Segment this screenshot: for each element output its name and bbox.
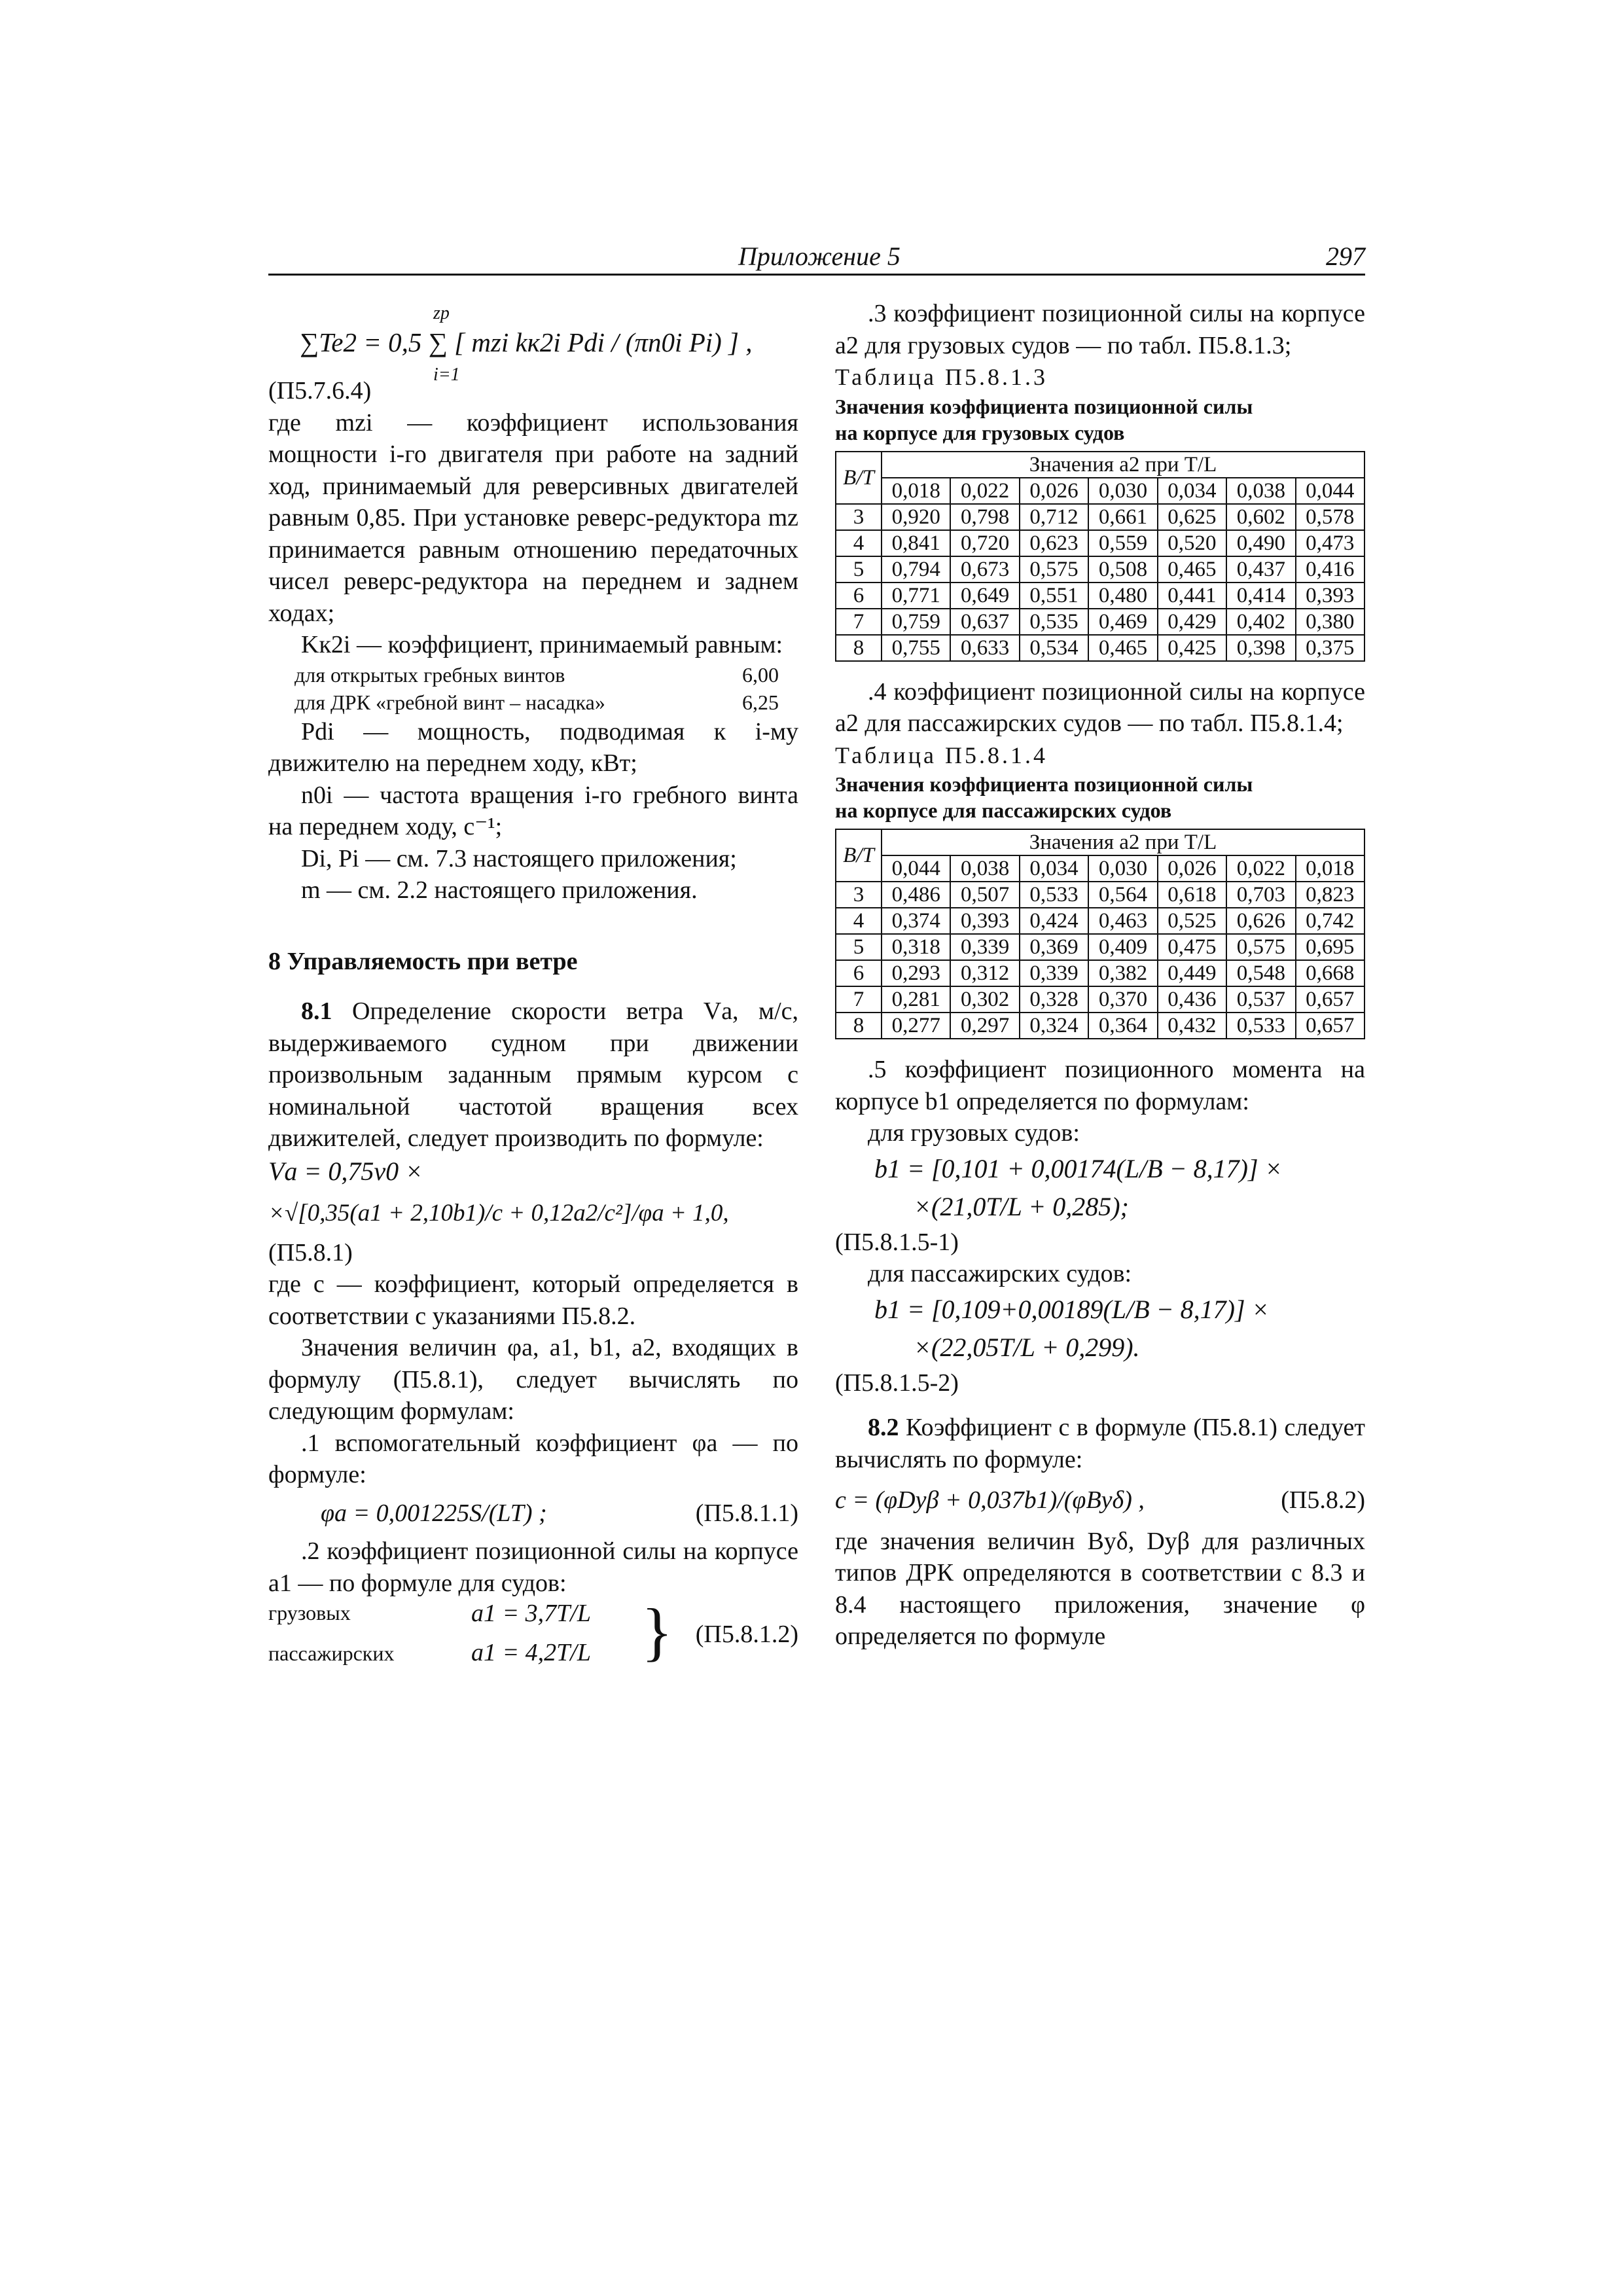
paragraph: n0i — частота вращения i-го гребного винта на переднем ходу, с⁻¹; — [268, 781, 798, 840]
sum-lower-limit: i=1 — [433, 365, 460, 385]
table-corner: B/T — [836, 452, 882, 504]
table-cell: 0,293 — [882, 960, 950, 986]
paragraph: Kк2i — коэффициент, принимаемый равным: — [301, 631, 783, 658]
equation-number: (П5.8.1.1) — [695, 1499, 798, 1527]
coefficient-label: для ДРК «гребной винт – насадка» — [294, 690, 605, 714]
table-cell: 0,473 — [1296, 530, 1364, 556]
table-col-header: 0,026 — [1158, 855, 1226, 882]
paragraph: Значения величин φа, a1, b1, a2, входящих в формулу (П5.8.1), следует вычислять по следующим формулам: — [268, 1334, 798, 1425]
table-cell: 0,432 — [1158, 1013, 1226, 1039]
table-cell: 0,449 — [1158, 960, 1226, 986]
table-title: на корпусе для грузовых судов — [835, 420, 1125, 444]
coefficient-label: для открытых гребных винтов — [294, 662, 565, 687]
table-cell: 0,633 — [950, 635, 1019, 661]
table-row — [836, 934, 1364, 960]
formula-line-2: ×(22,05T/L + 0,299). — [914, 1332, 1140, 1362]
table-cell: 0,465 — [1158, 556, 1226, 583]
section-heading: 8 Управляемость при ветре — [268, 947, 578, 975]
table-cell: 0,537 — [1226, 986, 1295, 1013]
formula-line-1: Vа = 0,75v0 × — [268, 1156, 423, 1186]
table-row-label: 8 — [836, 1013, 882, 1039]
formula-p581 — [268, 1155, 798, 1237]
table-row-label: 7 — [836, 609, 882, 635]
table-cell: 0,425 — [1158, 635, 1226, 661]
table-cell: 0,712 — [1020, 504, 1088, 530]
paragraph: .3 коэффициент позиционной силы на корпусе a2 для грузовых судов — по табл. П5.8.1.3; — [835, 300, 1365, 359]
table-cell: 0,668 — [1296, 960, 1364, 986]
equation-number: (П5.8.1.2) — [695, 1621, 798, 1648]
table-cell: 0,742 — [1296, 908, 1364, 934]
table-cell: 0,374 — [882, 908, 950, 934]
table-col-header: 0,026 — [1020, 478, 1088, 504]
table-row-label: 6 — [836, 960, 882, 986]
table-cell: 0,798 — [950, 504, 1019, 530]
table-cell: 0,759 — [882, 609, 950, 635]
brace-symbol: } — [641, 1595, 673, 1668]
equation-number: (П5.8.1.5-1) — [835, 1228, 959, 1256]
table-title: Значения коэффициента позиционной силы — [835, 394, 1253, 418]
table-cell: 0,324 — [1020, 1013, 1088, 1039]
table-corner: B/T — [836, 829, 882, 882]
clause-number: 8.2 — [868, 1414, 899, 1441]
table-cell: 0,657 — [1296, 1013, 1364, 1039]
table-row — [836, 504, 1364, 530]
equation-number: (П5.8.1) — [268, 1238, 353, 1266]
table-cell: 0,520 — [1158, 530, 1226, 556]
ship-type-label: пассажирских — [268, 1641, 395, 1665]
sum-upper-limit: zp — [433, 303, 450, 323]
table-cell: 0,535 — [1020, 609, 1088, 635]
table-cargo — [835, 451, 1365, 662]
table-cell: 0,575 — [1020, 556, 1088, 583]
formula-p582 — [835, 1484, 1365, 1516]
table-cell: 0,339 — [950, 934, 1019, 960]
formula-p5764 — [268, 298, 798, 385]
table-body — [836, 504, 1364, 661]
table-caption: Таблица П5.8.1.4 — [835, 742, 1048, 768]
table-col-header: 0,038 — [950, 855, 1019, 882]
table-body — [836, 882, 1364, 1039]
table-cell: 0,436 — [1158, 986, 1226, 1013]
formula-line-1: b1 = [0,101 + 0,00174(L/B − 8,17)] × — [874, 1153, 1283, 1183]
page-number: 297 — [1326, 242, 1365, 271]
table-cell: 0,720 — [950, 530, 1019, 556]
table-cell: 0,318 — [882, 934, 950, 960]
equation-number: (П5.8.2) — [1281, 1486, 1365, 1514]
header-title: Приложение 5 — [738, 242, 901, 271]
clause-text: Коэффициент c в формуле (П5.8.1) следует вычислять по формуле: — [835, 1414, 1365, 1473]
table-cell: 0,281 — [882, 986, 950, 1013]
table-row — [836, 583, 1364, 609]
table-cell: 0,618 — [1158, 882, 1226, 908]
table-cell: 0,302 — [950, 986, 1019, 1013]
paragraph: .5 коэффициент позиционного момента на корпусе b1 определяется по формулам: — [835, 1056, 1365, 1115]
table-cell: 0,424 — [1020, 908, 1088, 934]
table-col-header: 0,034 — [1020, 855, 1088, 882]
table-cell: 0,533 — [1226, 1013, 1295, 1039]
table-cell: 0,661 — [1088, 504, 1157, 530]
table-row — [836, 960, 1364, 986]
table-row-label: 5 — [836, 556, 882, 583]
paragraph: Pdi — мощность, подводимая к i-му движителю на переднем ходу, кВт; — [268, 717, 798, 777]
table-col-header: 0,038 — [1226, 478, 1295, 504]
table-col-header: 0,044 — [1296, 478, 1364, 504]
table-cell: 0,393 — [1296, 583, 1364, 609]
right-column — [835, 298, 1365, 1653]
table-row-label: 4 — [836, 530, 882, 556]
table-col-header: 0,030 — [1088, 478, 1157, 504]
formula-b1-cargo — [835, 1149, 1365, 1227]
coefficient-row — [268, 661, 798, 689]
table-cell: 0,364 — [1088, 1013, 1157, 1039]
table-cell: 0,409 — [1088, 934, 1157, 960]
formula-cargo: a1 = 3,7T/L — [471, 1600, 591, 1627]
table-span-header: Значения a2 при T/L — [882, 829, 1364, 855]
table-row — [836, 556, 1364, 583]
coefficient-value: 6,00 — [742, 662, 779, 687]
table-cell: 0,437 — [1226, 556, 1295, 583]
table-cell: 0,463 — [1088, 908, 1157, 934]
table-cell: 0,695 — [1296, 934, 1364, 960]
table-cell: 0,564 — [1088, 882, 1157, 908]
table-row-label: 7 — [836, 986, 882, 1013]
formula-text: ∑Te2 = 0,5 ∑ [ mzi kк2i Pdi / (πn0i Pi) ] , — [300, 327, 753, 357]
table-cell: 0,657 — [1296, 986, 1364, 1013]
table-cell: 0,475 — [1158, 934, 1226, 960]
table-row — [836, 908, 1364, 934]
coefficient-row — [268, 689, 798, 716]
table-row-label: 8 — [836, 635, 882, 661]
table-col-header: 0,030 — [1088, 855, 1157, 882]
table-row — [836, 609, 1364, 635]
table-cell: 0,339 — [1020, 960, 1088, 986]
equation-number: (П5.7.6.4) — [268, 377, 372, 404]
table-cell: 0,507 — [950, 882, 1019, 908]
table-cell: 0,441 — [1158, 583, 1226, 609]
table-cell: 0,480 — [1088, 583, 1157, 609]
table-row-label: 4 — [836, 908, 882, 934]
table-cell: 0,416 — [1296, 556, 1364, 583]
table-cell: 0,841 — [882, 530, 950, 556]
clause-text: Определение скорости ветра Vа, м/с, выдерживаемого судном при движении произвольным заданным прямым курсом с номинальной частотой вращения всех движителей, следует производить по формуле: — [268, 997, 798, 1152]
table-cell: 0,649 — [950, 583, 1019, 609]
table-cell: 0,508 — [1088, 556, 1157, 583]
formula-p5812 — [268, 1595, 798, 1671]
table-cell: 0,402 — [1226, 609, 1295, 635]
table-col-header: 0,034 — [1158, 478, 1226, 504]
table-cell: 0,533 — [1020, 882, 1088, 908]
table-cell: 0,465 — [1088, 635, 1157, 661]
formula-b1-passenger — [835, 1290, 1365, 1367]
paragraph: .4 коэффициент позиционной силы на корпусе a2 для пассажирских судов — по табл. П5.8.1.4; — [835, 677, 1365, 737]
table-row-label: 6 — [836, 583, 882, 609]
formula-p5811 — [268, 1498, 798, 1530]
table-header-row — [836, 478, 1364, 504]
table-span-header: Значения a2 при T/L — [882, 452, 1364, 478]
table-cell: 0,703 — [1226, 882, 1295, 908]
table-cell: 0,559 — [1088, 530, 1157, 556]
formula-passenger: a1 = 4,2T/L — [471, 1639, 591, 1666]
table-cell: 0,575 — [1226, 934, 1295, 960]
table-cell: 0,823 — [1296, 882, 1364, 908]
table-cell: 0,920 — [882, 504, 950, 530]
table-cell: 0,602 — [1226, 504, 1295, 530]
table-cell: 0,625 — [1158, 504, 1226, 530]
table-cell: 0,375 — [1296, 635, 1364, 661]
table-cell: 0,312 — [950, 960, 1019, 986]
table-caption: Таблица П5.8.1.3 — [835, 364, 1048, 390]
formula-text: c = (φDуβ + 0,037b1)/(φBуδ) , — [835, 1486, 1145, 1514]
table-cell: 0,486 — [882, 882, 950, 908]
table-row — [836, 530, 1364, 556]
table-cell: 0,578 — [1296, 504, 1364, 530]
paragraph: для пассажирских судов: — [868, 1260, 1132, 1287]
paragraph: m — см. 2.2 настоящего приложения. — [301, 876, 698, 904]
table-cell: 0,370 — [1088, 986, 1157, 1013]
table-col-header: 0,022 — [950, 478, 1019, 504]
table-cell: 0,490 — [1226, 530, 1295, 556]
paragraph: .1 вспомогательный коэффициент φа — по формуле: — [268, 1429, 798, 1488]
table-cell: 0,398 — [1226, 635, 1295, 661]
table-cell: 0,414 — [1226, 583, 1295, 609]
paragraph: где c — коэффициент, который определяется в соответствии с указаниями П5.8.2. — [268, 1270, 798, 1330]
paragraph: где mzi — коэффициент использования мощности i-го двигателя при работе на задний ход, принимаемый для реверсивных двигателей равным 0,85. При установке реверс-редуктора mz принимается равным отношению передаточных чисел реверс-редуктора на переднем и заднем ходах; — [268, 408, 798, 627]
table-passenger — [835, 829, 1365, 1039]
table-cell: 0,637 — [950, 609, 1019, 635]
table-cell: 0,380 — [1296, 609, 1364, 635]
ship-type-label: грузовых — [268, 1601, 351, 1624]
table-cell: 0,382 — [1088, 960, 1157, 986]
table-cell: 0,469 — [1088, 609, 1157, 635]
formula-line-2: ×(21,0T/L + 0,285); — [914, 1191, 1129, 1221]
formula-text: φа = 0,001225S/(LT) ; — [321, 1499, 547, 1527]
clause-number: 8.1 — [301, 997, 332, 1025]
table-cell: 0,393 — [950, 908, 1019, 934]
table-cell: 0,369 — [1020, 934, 1088, 960]
table-col-header: 0,044 — [882, 855, 950, 882]
left-column — [268, 298, 798, 1671]
table-cell: 0,429 — [1158, 609, 1226, 635]
table-row-label: 3 — [836, 504, 882, 530]
table-col-header: 0,018 — [1296, 855, 1364, 882]
table-cell: 0,623 — [1020, 530, 1088, 556]
table-cell: 0,525 — [1158, 908, 1226, 934]
paragraph: где значения величин Bуδ, Dуβ для различных типов ДРК определяются в соответствии с 8.3 и 8.4 настоящего приложения, значение φ определяется по формуле — [835, 1527, 1365, 1650]
table-cell: 0,771 — [882, 583, 950, 609]
table-row — [836, 986, 1364, 1013]
coefficient-value: 6,25 — [742, 690, 779, 714]
paragraph: .2 коэффициент позиционной силы на корпусе a1 — по формуле для судов: — [268, 1537, 798, 1597]
table-title: на корпусе для пассажирских судов — [835, 798, 1172, 822]
table-cell: 0,794 — [882, 556, 950, 583]
equation-number: (П5.8.1.5-2) — [835, 1369, 959, 1397]
table-row — [836, 635, 1364, 661]
table-row-label: 3 — [836, 882, 882, 908]
table-cell: 0,297 — [950, 1013, 1019, 1039]
table-cell: 0,626 — [1226, 908, 1295, 934]
table-col-header: 0,022 — [1226, 855, 1295, 882]
table-cell: 0,755 — [882, 635, 950, 661]
paragraph — [268, 996, 798, 1155]
table-row — [836, 882, 1364, 908]
paragraph: Di, Pi — см. 7.3 настоящего приложения; — [301, 844, 737, 872]
table-header-row — [836, 855, 1364, 882]
table-title: Значения коэффициента позиционной силы — [835, 772, 1253, 796]
table-col-header: 0,018 — [882, 478, 950, 504]
table-cell: 0,673 — [950, 556, 1019, 583]
paragraph — [835, 1412, 1365, 1475]
running-header — [268, 241, 1365, 276]
table-row-label: 5 — [836, 934, 882, 960]
table-cell: 0,328 — [1020, 986, 1088, 1013]
table-row — [836, 1013, 1364, 1039]
paragraph: для грузовых судов: — [868, 1119, 1080, 1147]
table-cell: 0,548 — [1226, 960, 1295, 986]
formula-line-2: ×√[0,35(a1 + 2,10b1)/c + 0,12a2/c²]/φа + 1,0, — [268, 1199, 729, 1227]
table-cell: 0,534 — [1020, 635, 1088, 661]
table-cell: 0,551 — [1020, 583, 1088, 609]
formula-line-1: b1 = [0,109+0,00189(L/B − 8,17)] × — [874, 1294, 1270, 1324]
table-cell: 0,277 — [882, 1013, 950, 1039]
